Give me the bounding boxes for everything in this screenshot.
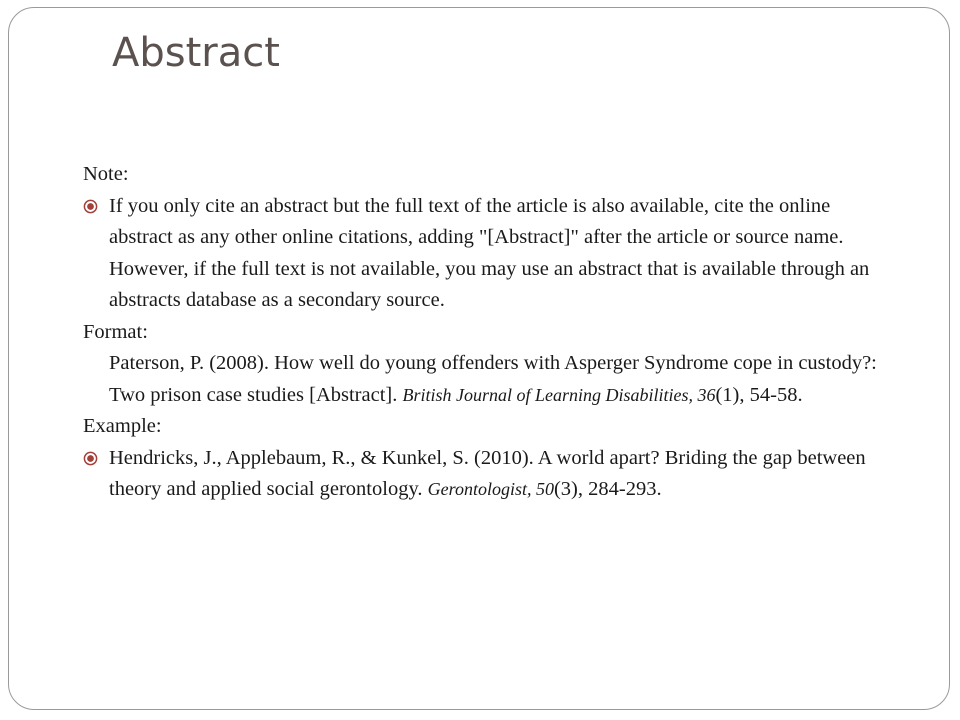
note-label: Note:	[83, 163, 129, 185]
example-bullet	[83, 443, 883, 506]
format-citation-journal: British Journal of Learning Disabilities, 36	[402, 384, 716, 405]
note-text: If you only cite an abstract but the full text of the article is also available, cite the online abstract as any other online citations, adding "[Abstract]" after the article or source name. However, if the full text is not available, you may use an abstract that is available through an abstracts database as a secondary source.	[109, 194, 870, 311]
example-citation-journal: Gerontologist, 50	[427, 479, 554, 499]
example-citation-tail: (3), 284-293.	[553, 478, 662, 500]
note-bullet	[83, 191, 883, 317]
example-label: Example:	[83, 415, 162, 437]
format-citation-text: Paterson, P. (2008). How well do young offenders with Asperger Syndrome cope in custody?: Two prison case studies [Abstract].	[109, 352, 877, 406]
bullet-icon	[83, 199, 98, 214]
example-citation-text: Hendricks, J., Applebaum, R., & Kunkel, S. (2010). A world apart? Briding the gap between theory and applied social gerontology.	[109, 446, 866, 500]
slide-title: Abstract	[112, 30, 280, 76]
slide-body	[83, 159, 883, 506]
bullet-icon	[83, 451, 98, 466]
format-citation-tail: (1), 54-58.	[715, 383, 803, 406]
format-label: Format:	[83, 320, 148, 343]
format-citation	[83, 348, 883, 411]
